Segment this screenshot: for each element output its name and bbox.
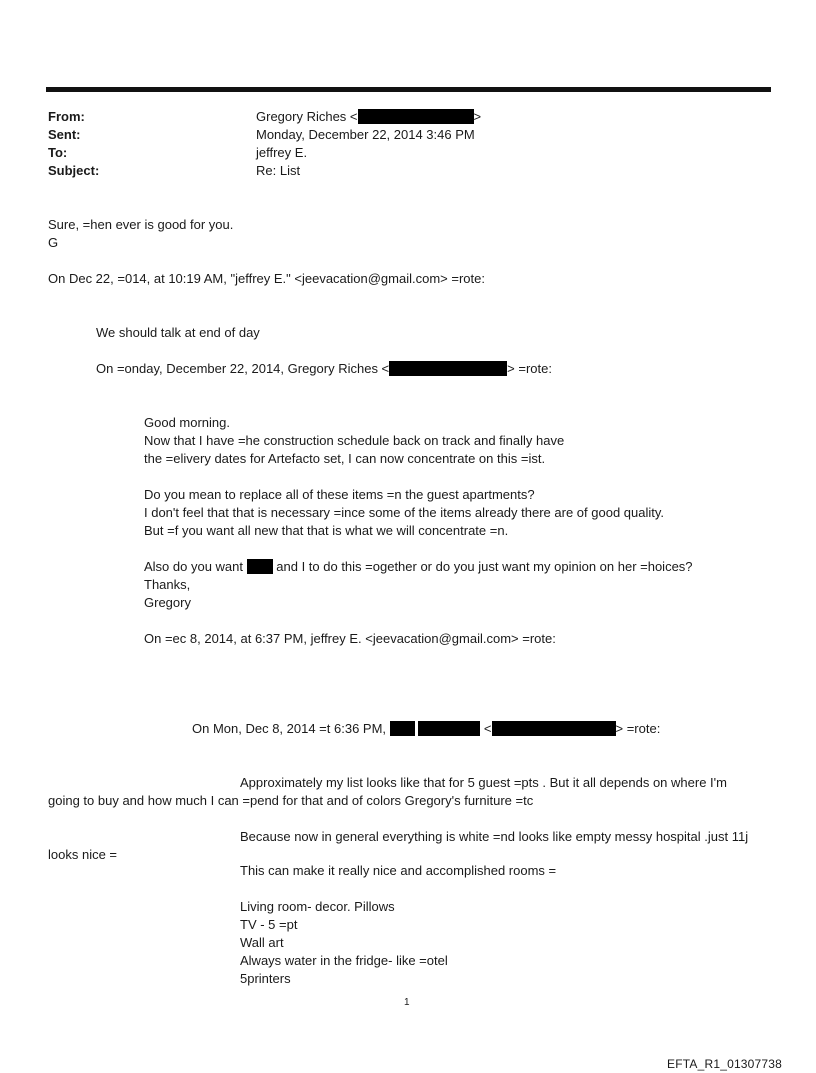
page-number: 1 (404, 997, 410, 1008)
para3-line1 (144, 558, 693, 576)
list-item: Always water in the fridge- like =otel (240, 953, 448, 968)
para1-line1: Now that I have =he construction schedule back on track and finally have (144, 433, 565, 448)
from-value (256, 108, 481, 126)
quote4-header (192, 720, 660, 738)
para1-line2: the =elivery dates for Artefacto set, I can now concentrate on this =ist. (144, 451, 546, 466)
para3-text-b: and I to do this =ogether or do you just want my opinion on her =hoices? (276, 559, 693, 574)
para2-line3: But =f you want all new that that is what we will concentrate =n. (144, 523, 509, 538)
quote4-text-b: < (483, 721, 492, 736)
to-label: To: (48, 145, 68, 160)
sent-value: Monday, December 22, 2014 3:46 PM (256, 127, 475, 142)
list-item: TV - 5 =pt (240, 917, 298, 932)
quote2-header-end: > =rote: (507, 361, 552, 376)
from-label: From: (48, 109, 85, 124)
greeting: Good morning. (144, 415, 230, 430)
quote2-header (96, 360, 552, 378)
quote4-text-a: On Mon, Dec 8, 2014 =t 6:36 PM, (192, 721, 387, 736)
redaction-box (390, 721, 415, 736)
list-item: Living room- decor. Pillows (240, 899, 395, 914)
list-intro-line2: going to buy and how much I can =pend for that and of colors Gregory's furniture =tc (48, 793, 534, 808)
from-close: > (473, 109, 482, 124)
list-item: 5printers (240, 971, 291, 986)
list-note-line1: Because now in general everything is white =nd looks like empty messy hospital .just 11j (240, 829, 749, 844)
sign-off: Thanks, (144, 577, 191, 592)
quote1-header: On Dec 22, =014, at 10:19 AM, "jeffrey E." <jeevacation@gmail.com> =rote: (48, 271, 485, 286)
quote4-text-c: > =rote: (615, 721, 661, 736)
redaction-box (418, 721, 480, 736)
reply-line-2: G (48, 235, 59, 250)
signature: Gregory (144, 595, 191, 610)
to-value: jeffrey E. (256, 145, 308, 160)
para3-text-a: Also do you want (144, 559, 244, 574)
quote3-header: On =ec 8, 2014, at 6:37 PM, jeffrey E. <jeevacation@gmail.com> =rote: (144, 631, 556, 646)
list-note-line3: This can make it really nice and accomplished rooms = (240, 863, 557, 878)
document-id: EFTA_R1_01307738 (667, 1057, 783, 1071)
list-item: Wall art (240, 935, 284, 950)
redaction-box (358, 109, 474, 124)
reply-line-1: Sure, =hen ever is good for you. (48, 217, 234, 232)
para2-line1: Do you mean to replace all of these items =n the guest apartments? (144, 487, 535, 502)
subject-label: Subject: (48, 163, 100, 178)
para2-line2: I don't feel that that is necessary =ince some of the items already there are of good quality. (144, 505, 665, 520)
header-rule (46, 87, 771, 92)
redaction-box (492, 721, 616, 736)
quote1-body: We should talk at end of day (96, 325, 260, 340)
subject-value: Re: List (256, 163, 301, 178)
sent-label: Sent: (48, 127, 81, 142)
from-name: Gregory Riches < (256, 109, 358, 124)
list-intro-line1: Approximately my list looks like that for 5 guest =pts . But it all depends on where I'm (240, 775, 727, 790)
quote2-header-text: On =onday, December 22, 2014, Gregory Riches < (96, 361, 390, 376)
redaction-box (389, 361, 507, 376)
redaction-box (247, 559, 273, 574)
list-note-line2: looks nice = (48, 847, 118, 862)
